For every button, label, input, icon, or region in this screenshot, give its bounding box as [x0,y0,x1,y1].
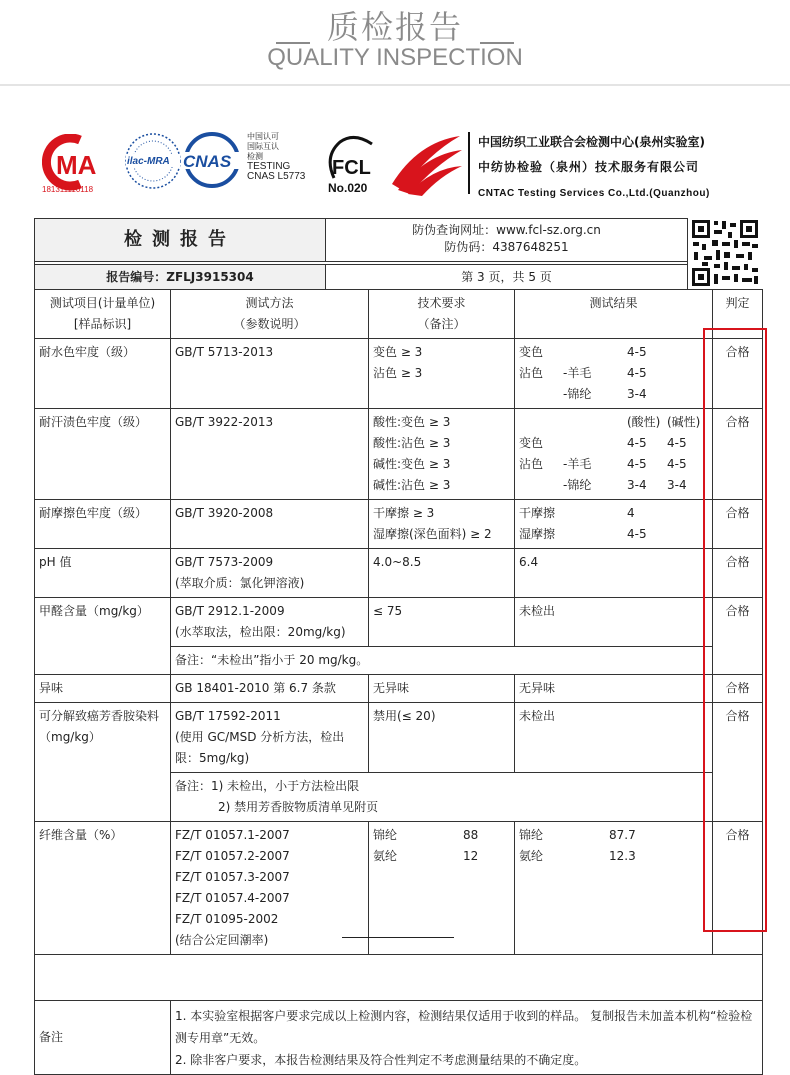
res-cell: 变色 [519,436,544,450]
result [515,500,713,549]
method-line: (使用 GC/MSD 分析方法，检出 [175,730,345,744]
res-cell: 3-4 [667,478,687,492]
cma-text: MA [56,150,97,180]
note-line: 备注：1) 未检出，小于方法检出限 [175,779,360,793]
result: 6.4 [515,549,713,598]
result [515,339,713,409]
cntac-wave-logo-icon [388,132,464,196]
table-row [35,339,763,409]
result: 未检出 [515,703,713,773]
page-header [0,0,790,80]
item-name: 纤维含量（%） [35,822,171,955]
fcl-number: No.020 [328,181,368,194]
blank-cell [35,955,763,1001]
cnas-line: TESTING [247,161,291,172]
method-line: FZ/T 01057.1-2007 [175,828,290,842]
fiber-value: 88 [463,828,479,842]
report-title: 检测报告 [35,219,326,261]
res-cell: 4 [627,506,635,520]
res-cell [563,342,627,363]
verdict: 合格 [713,598,763,675]
table-row [35,822,763,955]
res-cell [563,524,627,545]
method-line: FZ/T 01057.4-2007 [175,891,290,905]
report-info-box [34,218,688,290]
fiber-value: 87.7 [609,828,636,842]
result [515,822,713,955]
res-cell [563,412,627,433]
header-item-line1: 测试项目(计量单位) [49,296,156,310]
requirement [369,409,515,500]
res-cell [519,412,563,433]
cma-logo-icon [42,134,120,194]
res-cell: 4-5 [627,457,647,471]
test-results-table [34,289,763,1075]
verdict: 合格 [713,549,763,598]
method [171,703,369,773]
req-line: 碱性:沾色 ≥ 3 [373,478,451,492]
verdict: 合格 [713,822,763,955]
item-name: 甲醛含量（mg/kg） [35,598,171,675]
cnas-line: CNAS L5773 [247,171,306,182]
blank-row [35,955,763,1001]
verdict: 合格 [713,409,763,500]
table-row [35,409,763,500]
remarks-label: 备注 [35,1001,171,1075]
method-line: (水萃取法，检出限：20mg/kg) [175,625,346,639]
header-requirement [369,290,515,339]
certification-logos [0,118,790,208]
verdict-highlight-box [703,328,767,932]
cma-number: 181311110118 [42,185,94,194]
org-company-cn: 中纺协检验（泉州）技术服务有限公司 [478,160,700,174]
cnas-logo-icon [182,132,242,190]
ilac-text: ilac-MRA [127,156,170,167]
fiber-name: 氨纶 [373,849,398,863]
header-req-line2: （备注） [417,317,466,331]
note-line: 2) 禁用芳香胺物质清单见附页 [218,800,379,814]
method [171,822,369,955]
item-name: 耐水色牢度（级） [35,339,171,409]
res-cell [667,524,707,545]
remark-line: 1. 本实验室根据客户要求完成以上检测内容，检测结果仅适用于收到的样品。 复制报告未加盖本机构“检验检测专用章”无效。 [175,1009,753,1045]
item-name: 耐摩擦色牢度（级） [35,500,171,549]
res-cell: 4-5 [627,436,647,450]
res-cell [667,342,707,363]
method-line: (萃取介质：氯化钾溶液) [175,576,305,590]
res-cell [519,475,563,496]
header-result: 测试结果 [515,290,713,339]
req-line: 酸性:沾色 ≥ 3 [373,436,451,450]
note [171,773,713,822]
table-row [35,500,763,549]
remarks-content [171,1001,763,1075]
result [515,409,713,500]
item-name: 异味 [35,675,171,703]
header-item [35,290,171,339]
item-name: pH 值 [35,549,171,598]
res-cell: -羊毛 [563,457,592,471]
page-subtitle: QUALITY INSPECTION [267,44,523,71]
requirement: 4.0~8.5 [369,549,515,598]
res-cell [519,384,563,405]
method-line: GB/T 17592-2011 [175,709,281,723]
method-line: GB/T 7573-2009 [175,555,274,569]
res-cell: 沾色 [519,457,544,471]
verdict: 合格 [713,500,763,549]
method: GB/T 5713-2013 [171,339,369,409]
requirement: ≤ 75 [369,598,515,647]
table-row [35,703,763,773]
header-divider [0,84,790,86]
verify-code: 防伪码：4387648251 [444,240,569,254]
page-info: 第 3 页，共 5 页 [461,270,552,284]
cnas-line: 检测 [247,152,263,161]
cnas-accreditation-text [247,132,305,182]
fiber-name: 锦纶 [519,828,544,842]
header-method-line1: 测试方法 [245,296,294,310]
req-line: 湿摩擦(深色面料) ≥ 2 [373,527,492,541]
requirement: 无异味 [369,675,515,703]
res-cell: (酸性) [627,415,661,429]
method-line: FZ/T 01095-2002 [175,912,279,926]
res-cell: 4-5 [667,436,687,450]
requirement [369,339,515,409]
method-line: (结合公定回潮率) [175,933,269,947]
page-title: 质检报告 [326,8,463,46]
method-line: FZ/T 01057.3-2007 [175,870,290,884]
report-number: 报告编号：ZFLJ3915304 [35,265,326,289]
remark-line: 2. 除非客户要求，本报告检测结果及符合性判定不考虑测量结果的不确定度。 [175,1053,587,1067]
res-cell: 沾色 [519,366,544,380]
verify-url: 防伪查询网址：www.fcl-sz.org.cn [412,223,601,237]
method: GB/T 3920-2008 [171,500,369,549]
item-name: 可分解致癌芳香胺染料（mg/kg） [35,703,171,822]
end-line [342,937,454,938]
res-cell [667,503,707,524]
org-name-cn: 中国纺织工业联合会检测中心(泉州实验室) [478,135,705,149]
method [171,598,369,647]
req-line: 酸性:变色 ≥ 3 [373,415,451,429]
res-cell: 4-5 [627,366,647,380]
fiber-name: 锦纶 [373,828,398,842]
ilac-mra-logo-icon [124,132,182,190]
table-row [35,598,763,647]
header-method [171,290,369,339]
method [171,549,369,598]
item-name: 耐汗渍色牢度（级） [35,409,171,500]
res-cell: 3-4 [627,387,647,401]
verdict: 合格 [713,339,763,409]
res-cell: (碱性) [667,415,701,429]
res-cell: -羊毛 [563,366,592,380]
cnas-line: 国际互认 [247,142,279,151]
fcl-logo-icon [322,134,384,194]
remarks-row [35,1001,763,1075]
verdict: 合格 [713,703,763,822]
req-line: 干摩擦 ≥ 3 [373,506,435,520]
method-line: GB/T 2912.1-2009 [175,604,285,618]
header-item-line2: [样品标识] [73,317,132,331]
res-cell [667,384,707,405]
org-name-en: CNTAC Testing Services Co.,Ltd.(Quanzhou) [478,188,710,199]
result: 未检出 [515,598,713,647]
qr-code-icon[interactable] [690,218,760,288]
logo-divider [468,132,470,194]
res-cell: -锦纶 [563,387,592,401]
table-header-row [35,290,763,339]
table-row [35,549,763,598]
res-cell: 湿摩擦 [519,527,556,541]
note: 备注：“未检出”指小于 20 mg/kg。 [171,647,713,675]
verdict: 合格 [713,675,763,703]
fiber-value: 12 [463,849,479,863]
header-verdict: 判定 [713,290,763,339]
res-cell: 4-5 [667,457,687,471]
method-line: 限：5mg/kg) [175,751,250,765]
res-cell: -锦纶 [563,478,592,492]
cnas-text: CNAS [183,152,232,171]
method-line: FZ/T 01057.2-2007 [175,849,290,863]
header-method-line2: （参数说明） [233,317,306,331]
fiber-value: 12.3 [609,849,636,863]
requirement: 禁用(≤ 20) [369,703,515,773]
result: 无异味 [515,675,713,703]
res-cell [563,433,627,454]
res-cell: 4-5 [627,345,647,359]
divider [35,261,687,262]
table-row [35,675,763,703]
fcl-text: FCL [332,157,371,179]
method: GB 18401-2010 第 6.7 条款 [171,675,369,703]
requirement [369,822,515,955]
verification-info [326,219,687,261]
fiber-name: 氨纶 [519,849,544,863]
res-cell [667,363,707,384]
res-cell: 4-5 [627,527,647,541]
method: GB/T 3922-2013 [171,409,369,500]
req-line: 碱性:变色 ≥ 3 [373,457,451,471]
req-line: 变色 ≥ 3 [373,345,423,359]
header-req-line1: 技术要求 [417,296,466,310]
requirement [369,500,515,549]
req-line: 沾色 ≥ 3 [373,366,423,380]
res-cell: 变色 [519,345,544,359]
res-cell [563,503,627,524]
cnas-line: 中国认可 [247,132,279,141]
res-cell: 干摩擦 [519,506,556,520]
res-cell: 3-4 [627,478,647,492]
